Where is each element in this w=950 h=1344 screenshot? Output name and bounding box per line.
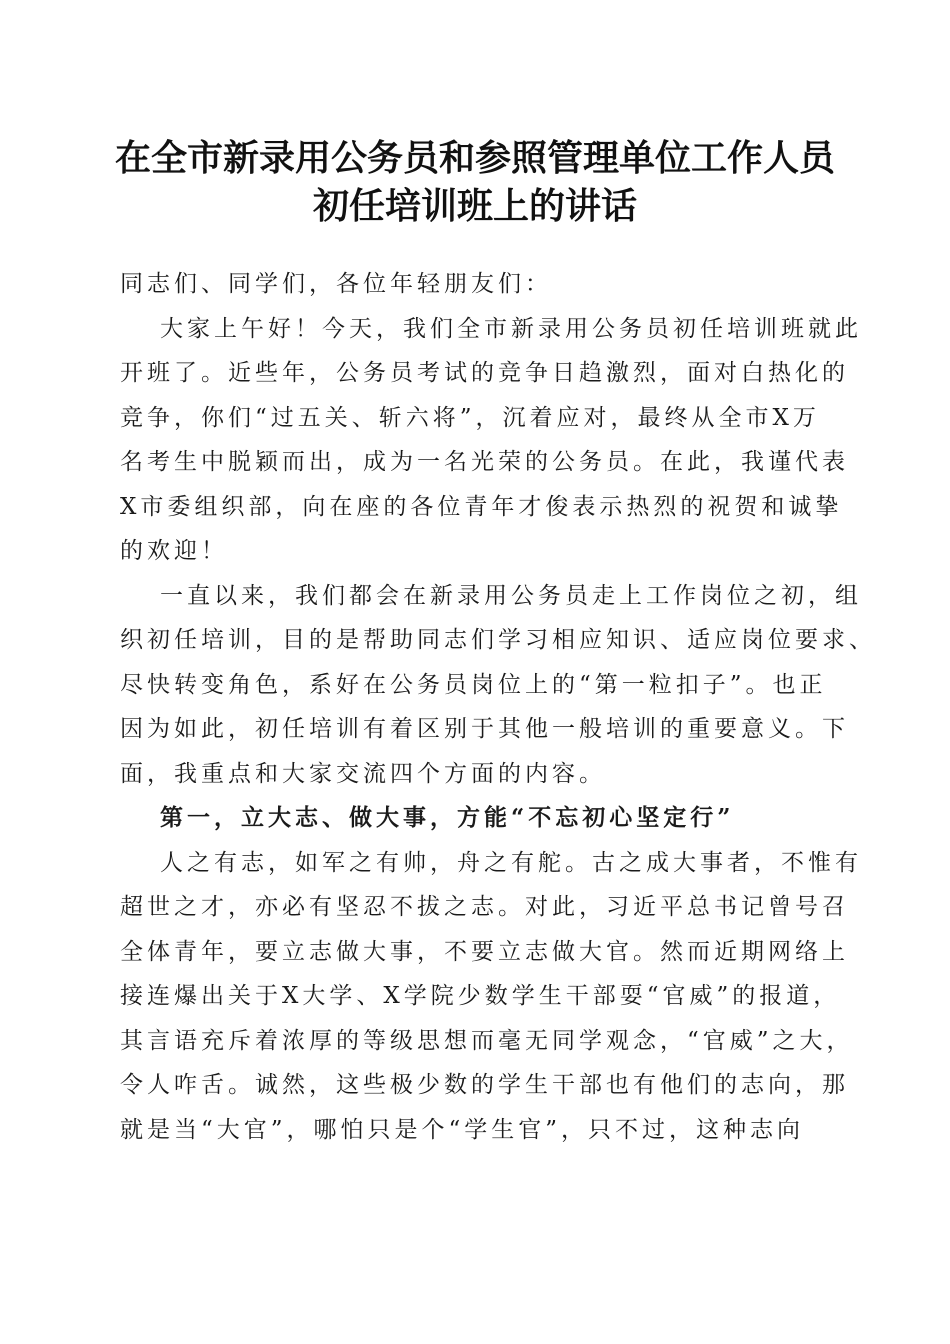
- paragraph-line: 接连爆出关于X大学、X学院少数学生干部耍“官威”的报道，: [120, 983, 841, 1009]
- paragraph-line: X市委组织部，向在座的各位青年才俊表示热烈的祝贺和诚挚: [120, 493, 843, 520]
- salutation: 同志们、同学们，各位年轻朋友们：: [120, 271, 552, 297]
- paragraph-line: 全体青年，要立志做大事，不要立志做大官。然而近期网络上: [120, 938, 849, 965]
- paragraph-line: 织初任培训，目的是帮助同志们学习相应知识、适应岗位要求、: [120, 627, 876, 653]
- paragraph-line: 超世之才，亦必有坚忍不拔之志。对此，习近平总书记曾号召: [120, 894, 849, 920]
- document-title: [60, 134, 890, 230]
- paragraph-line: 开班了。近些年，公务员考试的竞争日趋激烈，面对白热化的: [120, 360, 849, 386]
- paragraph-line: 大家上午好！今天，我们全市新录用公务员初任培训班就此: [160, 315, 862, 342]
- paragraph-line: 的欢迎！: [120, 538, 228, 564]
- section-1-heading: 第一，立大志、做大事，方能“不忘初心坚定行”: [160, 804, 735, 831]
- paragraph-line: 就是当“大官”，哪怕只是个“学生官”，只不过，这种志向: [120, 1116, 805, 1143]
- paragraph-1: [120, 307, 862, 574]
- paragraph-line: 一直以来，我们都会在新录用公务员走上工作岗位之初，组: [160, 582, 862, 609]
- title-line-1: 在全市新录用公务员和参照管理单位工作人员: [114, 137, 835, 179]
- paragraph-line: 其言语充斥着浓厚的等级思想而毫无同学观念，“官威”之大，: [120, 1027, 854, 1054]
- title-line-2: 初任培训班上的讲话: [312, 185, 637, 227]
- document-body: [120, 262, 876, 1152]
- paragraph-3: [120, 841, 862, 1153]
- paragraph-line: 竞争，你们“过五关、斩六将”，沉着应对，最终从全市X万: [120, 404, 820, 431]
- paragraph-line: 人之有志，如军之有帅，舟之有舵。古之成大事者，不惟有: [160, 849, 862, 876]
- paragraph-line: 因为如此，初任培训有着区别于其他一般培训的重要意义。下: [120, 716, 849, 742]
- paragraph-line: 尽快转变角色，系好在公务员岗位上的“第一粒扣子”。也正: [120, 671, 827, 698]
- paragraph-line: 名考生中脱颖而出，成为一名光荣的公务员。在此，我谨代表: [120, 449, 849, 475]
- paragraph-2: [120, 574, 876, 797]
- paragraph-line: 令人咋舌。诚然，这些极少数的学生干部也有他们的志向，那: [120, 1072, 849, 1098]
- paragraph-line: 面，我重点和大家交流四个方面的内容。: [120, 760, 606, 787]
